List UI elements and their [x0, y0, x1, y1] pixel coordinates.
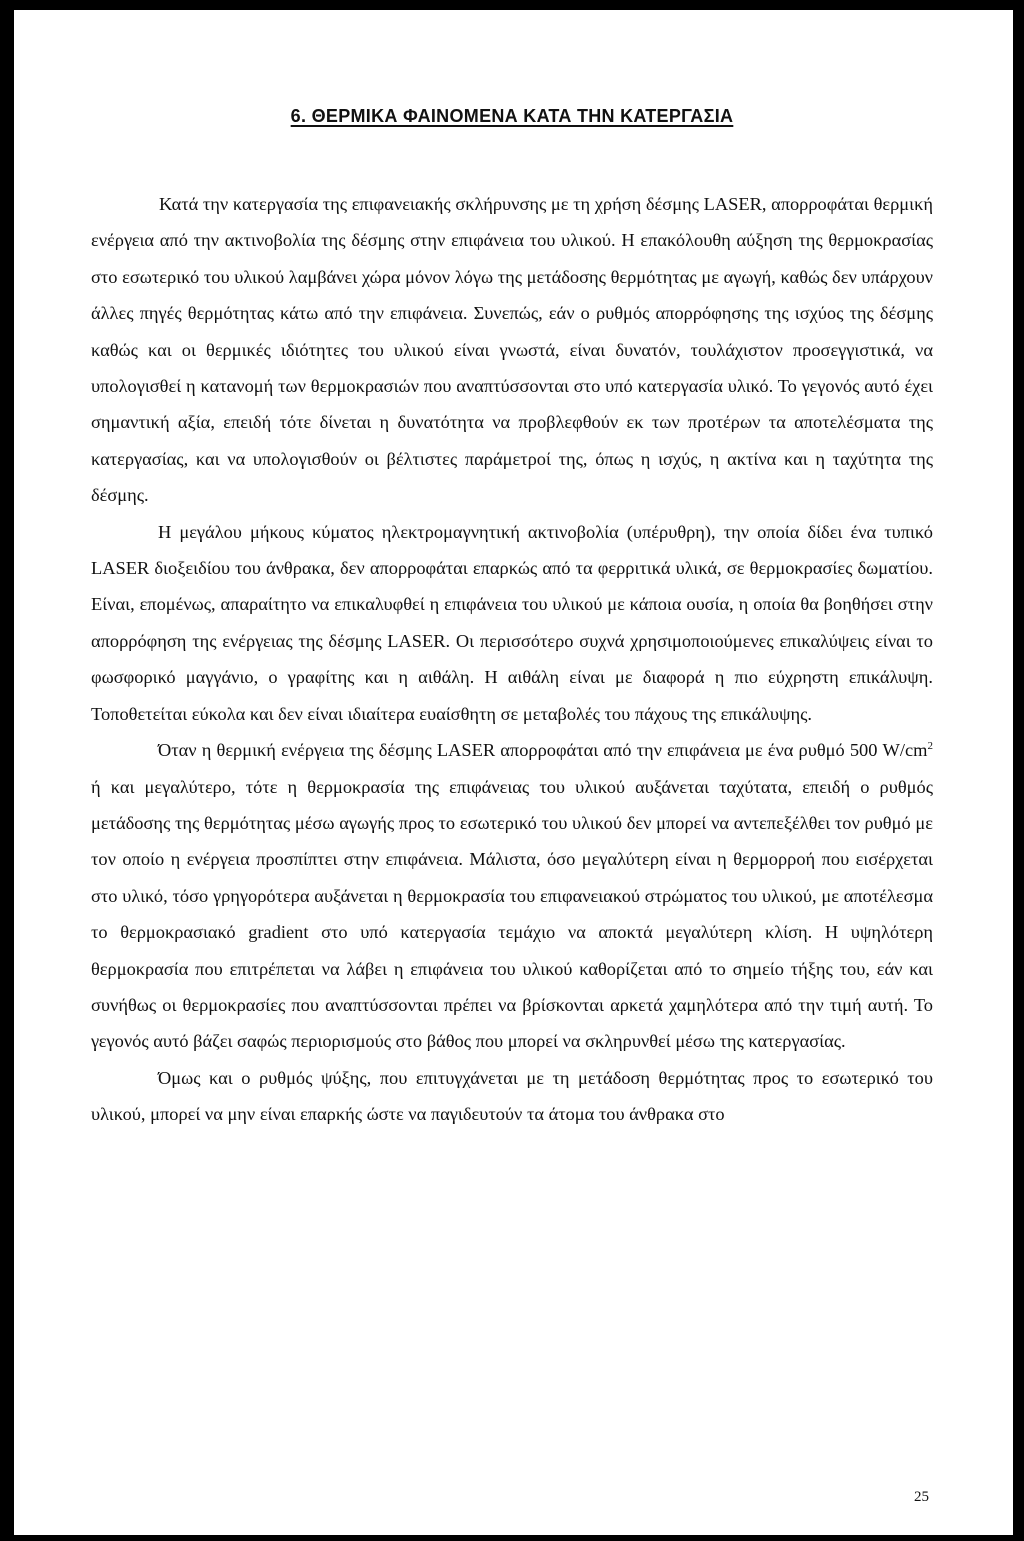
page-number: 25	[914, 1489, 929, 1505]
paragraph-3-text-start: Όταν η θερμική ενέργεια της δέσμης LASER απορροφάται από την επιφάνεια με ένα ρυθμό 500 W/cm	[158, 740, 928, 761]
paragraph-1: Κατά την κατεργασία της επιφανειακής σκλήρυνσης με τη χρήση δέσμης LASER, απορροφάται θερμική ενέργεια από την ακτινοβολία της δέσμης στην επιφάνεια του υλικού. Η επακόλουθη αύξηση της θερμοκρασίας στο εσωτερικό του υλικού λαμβάνει χώρα μόνον λόγω της μετάδοσης θερμότητας με αγωγή, καθώς δεν υπάρχουν άλλες πηγές θερμότητας κάτω από την επιφάνεια. Συνεπώς, εάν ο ρυθμός απορρόφησης της ισχύος της δέσμης καθώς και οι θερμικές ιδιότητες του υλικού είναι γνωστά, είναι δυνατόν, τουλάχιστον προσεγγιστικά, να υπολογισθεί η κατανομή των θερμοκρασιών που αναπτύσσονται στο υπό κατεργασία υλικό. Το γεγονός αυτό έχει σημαντική αξία, επειδή τότε δίνεται η δυνατότητα να προβλεφθούν εκ των προτέρων τα αποτελέσματα της κατεργασίας, και να υπολογισθούν οι βέλτιστες παράμετροί της, όπως η ισχύς, η ακτίνα και η ταχύτητα της δέσμης.	[91, 194, 933, 506]
paragraph-3-text-end: ή και μεγαλύτερο, τότε η θερμοκρασία της επιφάνειας του υλικού αυξάνεται ταχύτατα, επειδή ο ρυθμός μετάδοσης της θερμότητας μέσω αγωγής προς το εσωτερικό του υλικού δεν μπορεί να αντεπεξέλθει τον ρυθμό με τον οποίο η ενέργεια προσπίπτει στην επιφάνεια. Μάλιστα, όσο μεγαλύτερη είναι η θερμορροή που εισέρχεται στο υλικό, τόσο γρηγορότερα αυξάνεται η θερμοκρασία του επιφανειακού στρώματος του υλικού, με αποτέλεσμα το θερμοκρασιακό gradient στο υπό κατεργασία τεμάχιο να αποκτά μεγαλύτερη κλίση. Η υψηλότερη θερμοκρασία που επιτρέπεται να λάβει η επιφάνεια του υλικού καθορίζεται από το σημείο τήξης του, εάν και συνήθως οι θερμοκρασίες που αναπτύσσονται πρέπει να βρίσκονται αρκετά χαμηλότερα από την τιμή αυτή. Το γεγονός αυτό βάζει σαφώς περιορισμούς στο βάθος που μπορεί να σκληρυνθεί μέσω της κατεργασίας.	[91, 776, 933, 1052]
body-text	[91, 186, 933, 1133]
paragraph-2: Η μεγάλου μήκους κύματος ηλεκτρομαγνητική ακτινοβολία (υπέρυθρη), την οποία δίδει ένα τυπικό LASER διοξειδίου του άνθρακα, δεν απορροφάται επαρκώς από τα φερριτικά υλικά, σε θερμοκρασίες δωματίου. Είναι, επομένως, απαραίτητο να επικαλυφθεί η επιφάνεια του υλικού με κάποια ουσία, η οποία θα βοηθήσει στην απορρόφηση της ενέργειας της δέσμης LASER. Οι περισσότερο συχνά χρησιμοποιούμενες επικαλύψεις είναι το φωσφορικό μαγγάνιο, ο γραφίτης και η αιθάλη. Η αιθάλη είναι με διαφορά η πιο εύχρηστη επικάλυψη. Τοποθετείται εύκολα και δεν είναι ιδιαίτερα ευαίσθητη σε μεταβολές του πάχους της επικάλυψης.	[91, 521, 933, 724]
paragraph-4: Όμως και ο ρυθμός ψύξης, που επιτυγχάνεται με τη μετάδοση θερμότητας προς το εσωτερικό του υλικού, μπορεί να μην είναι επαρκής ώστε να παγιδευτούν τα άτομα του άνθρακα στο	[91, 1067, 933, 1125]
section-title: 6. ΘΕΡΜΙΚΑ ΦΑΙΝΟΜΕΝΑ ΚΑΤΑ ΤΗΝ ΚΑΤΕΡΓΑΣΙΑ	[290, 106, 734, 126]
paragraph-3	[91, 732, 933, 1060]
superscript-exponent: 2	[927, 740, 933, 753]
